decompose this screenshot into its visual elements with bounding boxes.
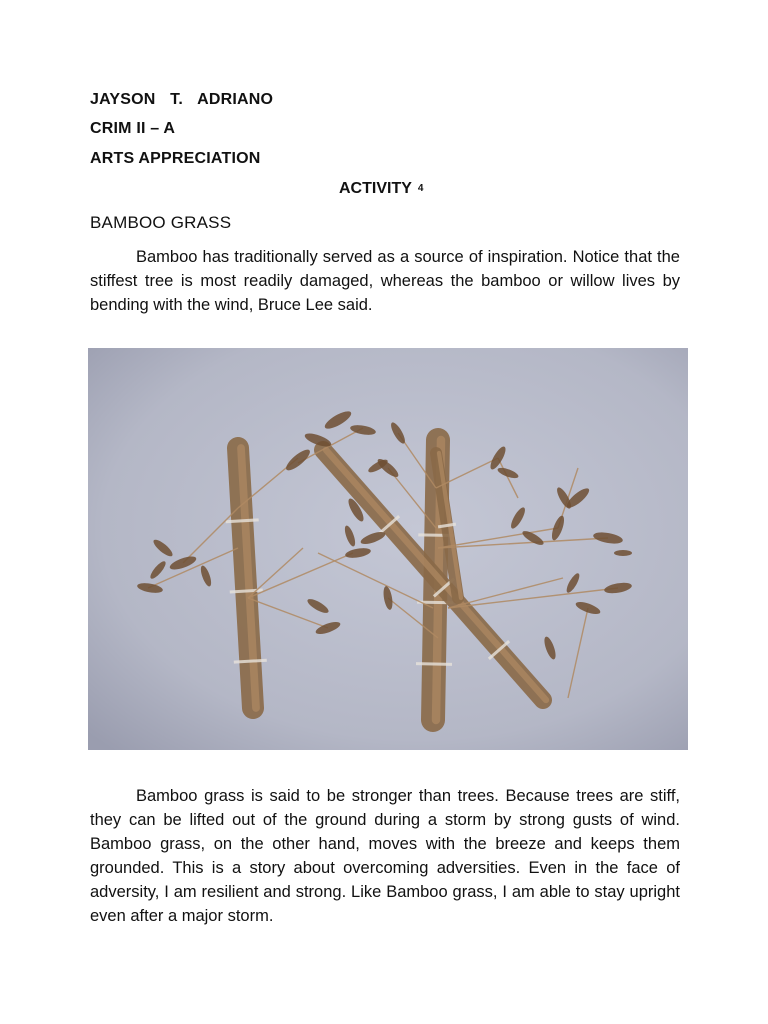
student-name: JAYSON T. ADRIANO (90, 91, 274, 108)
subject-title: ARTS APPRECIATION (90, 150, 261, 167)
bamboo-node (416, 664, 452, 665)
section-title: BAMBOO GRASS (90, 213, 232, 232)
reflection-paragraph: Bamboo grass is said to be stronger than trees. Because trees are stiff, they can be lifted out of the ground during a storm by strong gusts of wind. Bamboo grass, on the other hand, moves with the breeze and keeps them grounded. This is a story about overcoming adversities. Even in the face of adversity, I am resilient and strong. Like Bamboo grass, I am able to stay upright even after a major storm. (90, 787, 680, 925)
bamboo-node (226, 520, 259, 522)
intro-paragraph: Bamboo has traditionally served as a source of inspiration. Notice that the stiffest tree is most readily damaged, whereas the bamboo or willow lives by bending with the wind, Bruce Lee said. (90, 248, 680, 314)
activity-label: ACTIVITY (339, 180, 412, 197)
activity-heading (339, 180, 423, 198)
bamboo-painting-photo (88, 348, 688, 750)
bamboo-node (234, 660, 267, 662)
paper-background (88, 348, 688, 750)
bamboo-painting (88, 348, 688, 750)
class-section: CRIM II – A (90, 120, 176, 137)
bamboo-node (230, 590, 263, 592)
bamboo-leaf (614, 550, 632, 556)
activity-number: 4 (417, 183, 424, 195)
